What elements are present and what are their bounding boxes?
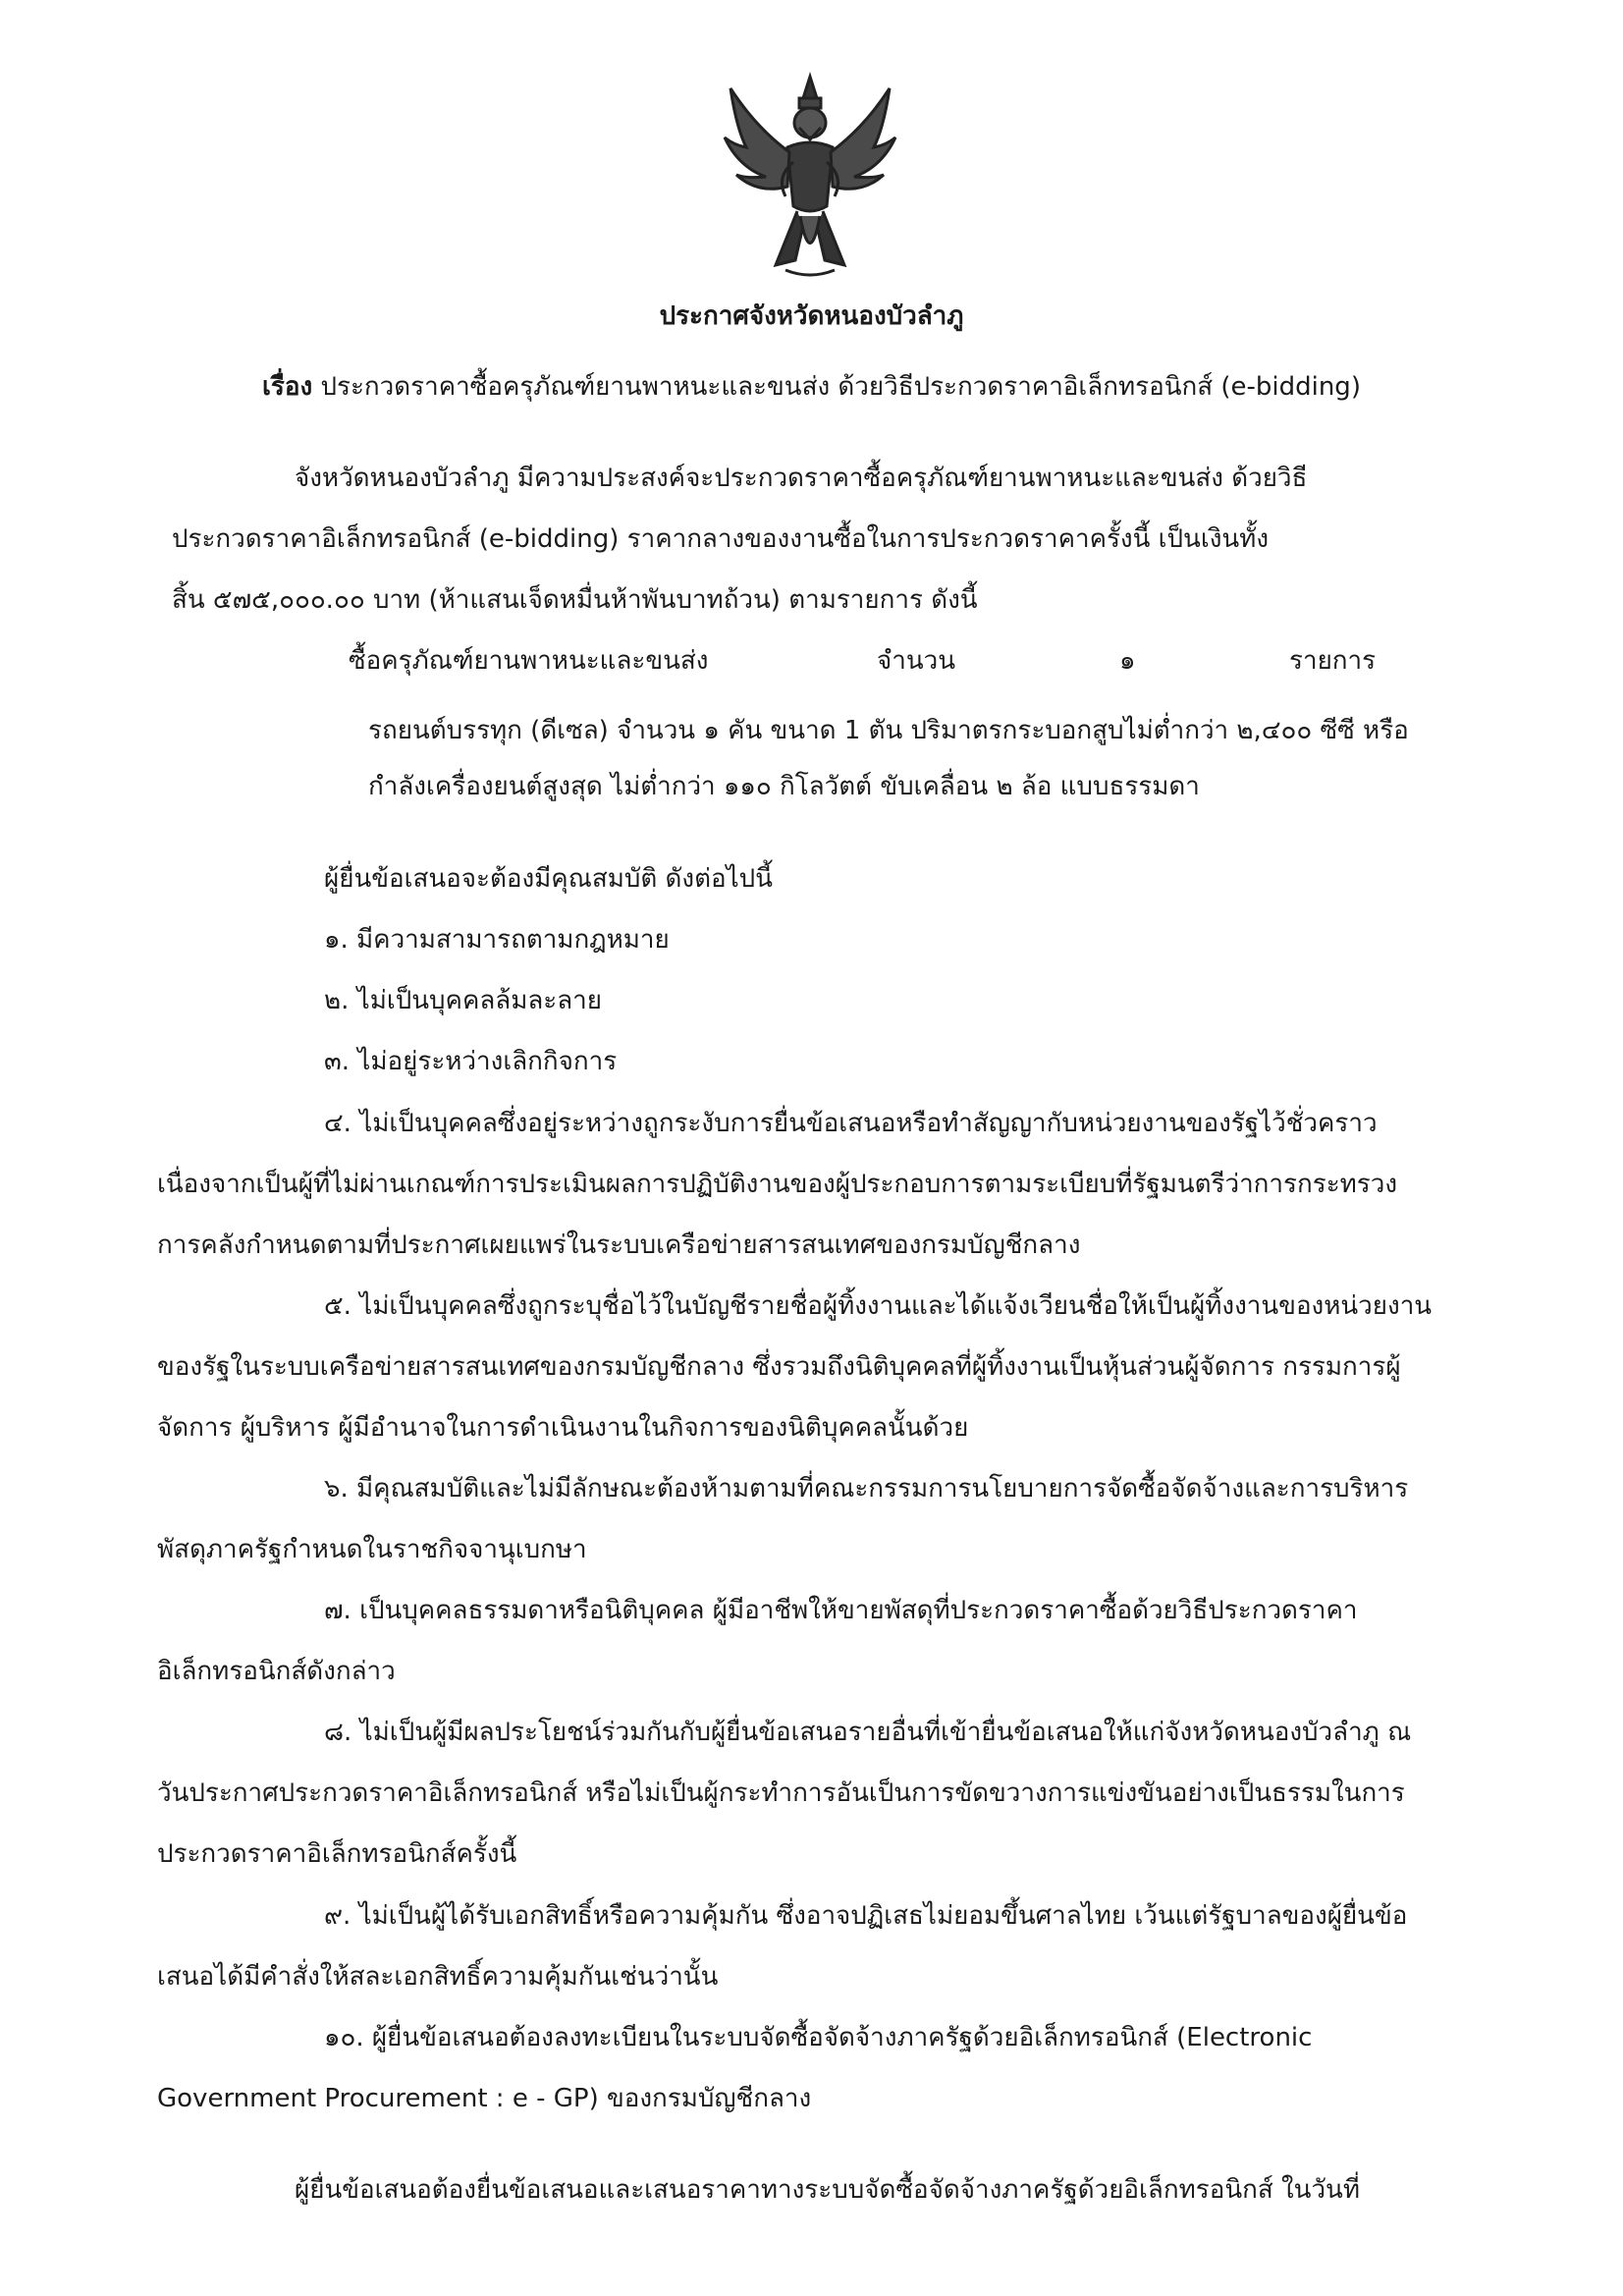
qualification-line: เสนอได้มีคำสั่งให้สละเอกสิทธิ์ความคุ้มกันเช่นว่านั้น — [157, 1962, 719, 1992]
qualification-item: ๗. เป็นบุคคลธรรมดาหรือนิติบุคคล ผู้มีอาชีพให้ขายพัสดุที่ประกวดราคาซื้อด้วยวิธีประกวดราคา — [324, 1596, 1358, 1625]
qualification-line: อิเล็กทรอนิกส์ดังกล่าว — [157, 1657, 396, 1686]
subject-text: ประกวดราคาซื้อครุภัณฑ์ยานพาหนะและขนส่ง ด้วยวิธีประกวดราคาอิเล็กทรอนิกส์ (e-bidding) — [320, 372, 1361, 402]
garuda-emblem-icon — [717, 69, 903, 285]
qualification-item: ๒. ไม่เป็นบุคคลล้มละลาย — [324, 986, 603, 1015]
item-unit: รายการ — [1289, 646, 1377, 676]
closing-line: ผู้ยื่นข้อเสนอต้องยื่นข้อเสนอและเสนอราคาทางระบบจัดซื้อจัดจ้างภาครัฐด้วยอิเล็กทรอนิกส์ ในวันที่ — [295, 2175, 1360, 2205]
qualification-item: ๕. ไม่เป็นบุคคลซึ่งถูกระบุชื่อไว้ในบัญชีรายชื่อผู้ทิ้งงานและได้แจ้งเวียนชื่อให้เป็นผู้ทิ้งงานของหน่วยงาน — [324, 1291, 1433, 1321]
qualification-line: วันประกาศประกวดราคาอิเล็กทรอนิกส์ หรือไม่เป็นผู้กระทำการอันเป็นการขัดขวางการแข่งขันอย่างเป็นธรรมในการ — [157, 1778, 1405, 1808]
qualification-line: ประกวดราคาอิเล็กทรอนิกส์ครั้งนี้ — [157, 1839, 517, 1869]
qualification-line: ของรัฐในระบบเครือข่ายสารสนเทศของกรมบัญชีกลาง ซึ่งรวมถึงนิติบุคคลที่ผู้ทิ้งงานเป็นหุ้นส่วนผู้จัดการ กรรมการผู้ — [157, 1352, 1401, 1382]
subject-line — [0, 370, 1623, 404]
subject-label: เรื่อง — [262, 372, 313, 402]
intro-line: ประกวดราคาอิเล็กทรอนิกส์ (e-bidding) ราคากลางของงานซื้อในการประกวดราคาครั้งนี้ เป็นเงินทั้ง — [172, 524, 1270, 554]
item-detail-line: กำลังเครื่องยนต์สูงสุด ไม่ต่ำกว่า ๑๑๐ กิโลวัตต์ ขับเคลื่อน ๒ ล้อ แบบธรรมดา — [368, 772, 1200, 801]
qualification-item: ๖. มีคุณสมบัติและไม่มีลักษณะต้องห้ามตามที่คณะกรรมการนโยบายการจัดซื้อจัดจ้างและการบริหาร — [324, 1474, 1409, 1503]
qualification-item: ๑. มีความสามารถตามกฎหมาย — [324, 925, 670, 955]
item-name: ซื้อครุภัณฑ์ยานพาหนะและขนส่ง — [349, 646, 709, 676]
qualification-line: จัดการ ผู้บริหาร ผู้มีอำนาจในการดำเนินงานในกิจการของนิติบุคคลนั้นด้วย — [157, 1413, 969, 1443]
item-qty-label: จำนวน — [877, 646, 955, 676]
qualification-line: เนื่องจากเป็นผู้ที่ไม่ผ่านเกณฑ์การประเมินผลการปฏิบัติงานของผู้ประกอบการตามระเบียบที่รัฐมนตรีว่าการกระทรวง — [157, 1170, 1398, 1199]
qualification-item: ๘. ไม่เป็นผู้มีผลประโยชน์ร่วมกันกับผู้ยื่นข้อเสนอรายอื่นที่เข้ายื่นข้อเสนอให้แก่จังหวัดหนองบัวลำภู ณ — [324, 1718, 1412, 1747]
qualification-item: ๑๐. ผู้ยื่นข้อเสนอต้องลงทะเบียนในระบบจัดซื้อจัดจ้างภาครัฐด้วยอิเล็กทรอนิกส์ (Electronic — [324, 2023, 1313, 2052]
qualification-line: การคลังกำหนดตามที่ประกาศเผยแพร่ในระบบเครือข่ายสารสนเทศของกรมบัญชีกลาง — [157, 1230, 1081, 1260]
qualification-item: ๓. ไม่อยู่ระหว่างเลิกกิจการ — [324, 1047, 618, 1076]
qualification-line: พัสดุภาครัฐกำหนดในราชกิจจานุเบกษา — [157, 1535, 587, 1564]
qualification-item: ๔. ไม่เป็นบุคคลซึ่งอยู่ระหว่างถูกระงับการยื่นข้อเสนอหรือทำสัญญากับหน่วยงานของรัฐไว้ชั่วคราว — [324, 1109, 1378, 1138]
item-detail-line: รถยนต์บรรทุก (ดีเซล) จำนวน ๑ คัน ขนาด 1 ตัน ปริมาตรกระบอกสูบไม่ต่ำกว่า ๒,๔๐๐ ซีซี หรือ — [368, 716, 1409, 745]
item-qty: ๑ — [1119, 646, 1136, 676]
qualification-item: ๙. ไม่เป็นผู้ได้รับเอกสิทธิ์หรือความคุ้มกัน ซึ่งอาจปฏิเสธไม่ยอมขึ้นศาลไทย เว้นแต่รัฐบาลของผู้ยื่นข้อ — [324, 1901, 1408, 1931]
qualifications-heading: ผู้ยื่นข้อเสนอจะต้องมีคุณสมบัติ ดังต่อไปนี้ — [324, 864, 773, 894]
qualification-line: Government Procurement : e - GP) ของกรมบัญชีกลาง — [157, 2084, 812, 2113]
intro-line: สิ้น ๕๗๕,๐๐๐.๐๐ บาท (ห้าแสนเจ็ดหมื่นห้าพันบาทถ้วน) ตามรายการ ดังนี้ — [172, 585, 978, 615]
intro-line: จังหวัดหนองบัวลำภู มีความประสงค์จะประกวดราคาซื้อครุภัณฑ์ยานพาหนะและขนส่ง ด้วยวิธี — [295, 464, 1308, 493]
page-title: ประกาศจังหวัดหนองบัวลำภู — [659, 301, 964, 331]
